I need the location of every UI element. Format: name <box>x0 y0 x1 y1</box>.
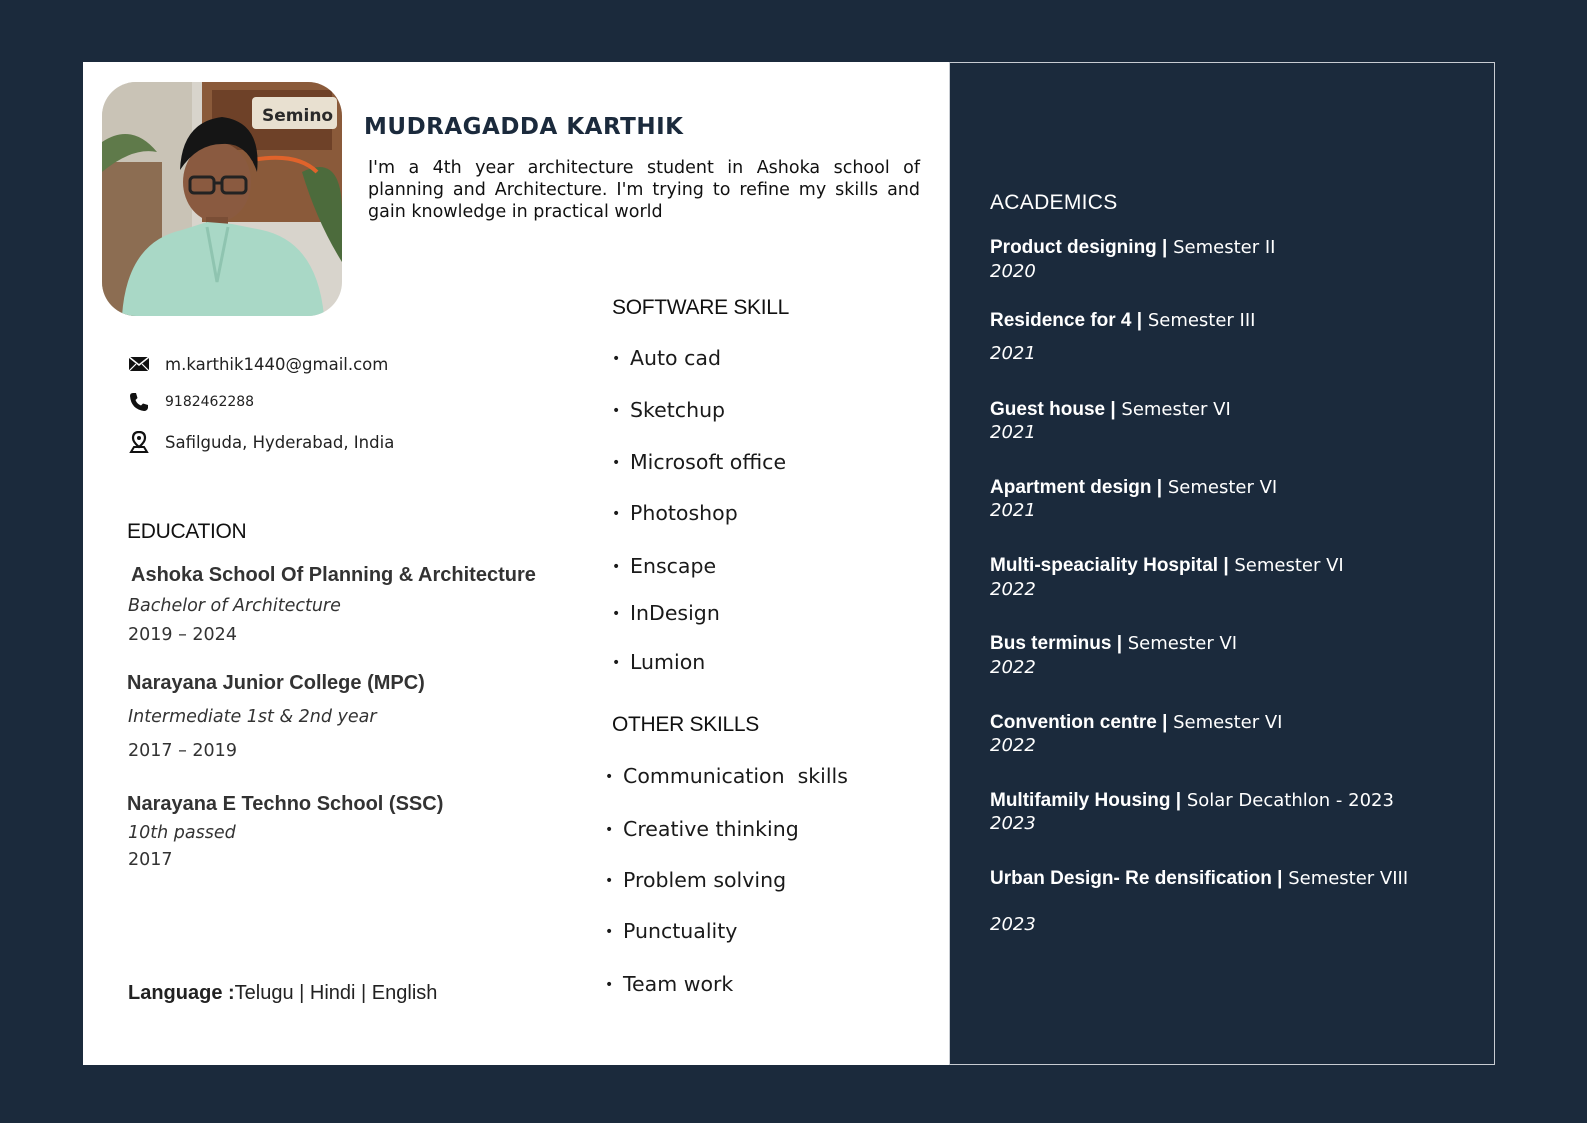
education-institution: Ashoka School Of Planning & Architecture <box>131 564 536 586</box>
other-skill-item: • Punctuality <box>605 919 738 943</box>
profile-photo <box>102 82 342 316</box>
phone-icon <box>128 391 150 413</box>
software-skill-item: • InDesign <box>612 601 720 625</box>
education-degree: 10th passed <box>128 823 236 843</box>
phone-text[interactable]: 9182462288 <box>165 394 255 410</box>
academic-project-year: 2021 <box>990 422 1036 443</box>
photo-sign-text: Semino <box>262 106 334 126</box>
education-years: 2017 – 2019 <box>128 741 237 761</box>
education-institution: Narayana Junior College (MPC) <box>127 672 425 694</box>
software-skill-item: • Lumion <box>612 650 706 674</box>
academic-project-year: 2020 <box>990 261 1036 282</box>
academic-project-year: 2022 <box>990 735 1036 756</box>
academic-project-title: Convention centre | Semester VI <box>990 712 1283 733</box>
academic-project-year: 2021 <box>990 500 1036 521</box>
academics-heading: ACADEMICS <box>990 191 1118 214</box>
education-degree: Bachelor of Architecture <box>128 596 341 616</box>
software-skill-item: • Photoshop <box>612 501 738 525</box>
academics-panel <box>949 62 1495 1065</box>
software-skill-item: • Enscape <box>612 554 717 578</box>
academic-project-year: 2022 <box>990 579 1036 600</box>
language-line <box>128 982 437 1005</box>
software-skill-heading: SOFTWARE SKILL <box>612 296 790 319</box>
education-years: 2017 <box>128 850 173 870</box>
other-skill-item: • Communication skills <box>605 764 848 788</box>
education-years: 2019 – 2024 <box>128 625 237 645</box>
contact-location-row <box>128 431 394 453</box>
language-values: Telugu | Hindi | English <box>234 982 438 1004</box>
education-institution: Narayana E Techno School (SSC) <box>127 793 444 815</box>
education-degree: Intermediate 1st & 2nd year <box>128 707 377 727</box>
other-skills-heading: OTHER SKILLS <box>612 713 759 736</box>
academic-project-year: 2023 <box>990 813 1036 834</box>
academic-project-title: Residence for 4 | Semester III <box>990 310 1256 331</box>
education-heading: EDUCATION <box>127 520 247 543</box>
other-skill-item: • Creative thinking <box>605 817 799 841</box>
location-pin-icon <box>128 431 150 453</box>
software-skill-item: • Microsoft office <box>612 450 787 474</box>
language-label: Language : <box>128 982 235 1004</box>
academic-project-title: Apartment design | Semester VI <box>990 477 1278 498</box>
academic-project-year: 2022 <box>990 657 1036 678</box>
software-skill-item: • Sketchup <box>612 398 726 422</box>
academic-project-title: Guest house | Semester VI <box>990 399 1231 420</box>
other-skill-item: • Problem solving <box>605 868 787 892</box>
profile-summary: I'm a 4th year architecture student in Ashoka school of planning and Architecture. I'm trying to refine my skills and gain knowledge in practical world <box>368 158 920 222</box>
contact-phone-row <box>128 391 254 413</box>
academic-project-title: Product designing | Semester II <box>990 237 1276 258</box>
software-skill-item: • Auto cad <box>612 346 721 370</box>
academic-project-title: Multi-speaciality Hospital | Semester VI <box>990 555 1344 576</box>
academic-project-title: Urban Design- Re densification | Semester VIII <box>990 868 1409 889</box>
email-text[interactable]: m.karthik1440@gmail.com <box>165 354 389 374</box>
academic-project-year: 2021 <box>990 343 1036 364</box>
candidate-name: MUDRAGADDA KARTHIK <box>364 114 684 140</box>
other-skill-item: • Team work <box>605 972 734 996</box>
academic-project-title: Multifamily Housing | Solar Decathlon - 2023 <box>990 790 1394 811</box>
academic-project-year: 2023 <box>990 914 1036 935</box>
resume-card <box>83 62 1494 1065</box>
envelope-icon <box>128 353 150 375</box>
contact-email-row <box>128 353 388 375</box>
academic-project-title: Bus terminus | Semester VI <box>990 633 1238 654</box>
location-text: Safilguda, Hyderabad, India <box>165 432 395 452</box>
